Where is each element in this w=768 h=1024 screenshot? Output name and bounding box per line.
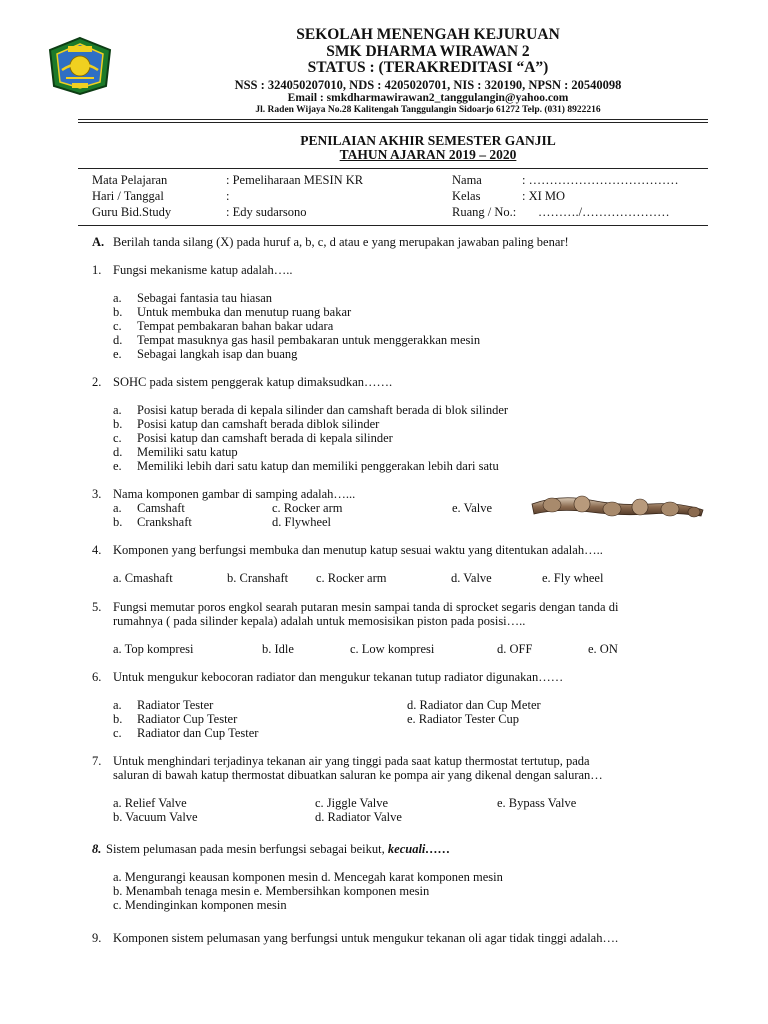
option-e[interactable]: e. Radiator Tester Cup	[407, 712, 520, 726]
option-b[interactable]: b. Idle	[262, 642, 294, 656]
question-text-main: Sistem pelumasan pada mesin berfungsi sebagai beikut,	[106, 842, 385, 856]
option-a[interactable]: Camshaft	[137, 501, 185, 515]
section-instruction: Berilah tanda silang (X) pada huruf a, b, c, d atau e yang merupakan jawaban paling benar!	[113, 235, 569, 249]
school-type: SEKOLAH MENENGAH KEJURUAN	[296, 26, 560, 43]
option-b[interactable]: b. Vacuum Valve	[113, 810, 198, 824]
school-email: Email : smkdharmawirawan2_tanggulangin@yahoo.com	[287, 92, 569, 104]
option-line-1[interactable]: a. Mengurangi keausan komponen mesin d. Mencegah karat komponen mesin	[113, 870, 503, 884]
question-text: Untuk mengukur kebocoran radiator dan mengukur tekanan tutup radiator digunakan……	[113, 670, 564, 684]
option-d[interactable]: d. Flywheel	[272, 515, 332, 529]
option-letter: a.	[113, 698, 122, 712]
option-letter: a.	[113, 291, 122, 305]
question-text: Fungsi mekanisme katup adalah…..	[113, 263, 293, 277]
question-number: 5.	[92, 600, 102, 614]
option-letter: d.	[113, 445, 123, 459]
info-bottom-rule	[78, 225, 708, 226]
option-c[interactable]: Tempat pembakaran bahan bakar udara	[137, 319, 334, 333]
option-d[interactable]: Tempat masuknya gas hasil pembakaran untuk menggerakkan mesin	[137, 333, 481, 347]
class-label: Kelas	[452, 189, 481, 203]
question-number: 1.	[92, 263, 102, 277]
day-label: Hari / Tanggal	[92, 189, 164, 203]
option-a[interactable]: a. Cmashaft	[113, 571, 173, 585]
question-text-cont: saluran di bawah katup thermostat dibuatkan saluran ke pompa air yang dikenal dengan saluran…	[113, 768, 603, 782]
question-number: 9.	[92, 931, 102, 945]
option-b[interactable]: Radiator Cup Tester	[137, 712, 238, 726]
section-letter: A.	[92, 235, 105, 249]
option-d[interactable]: d. Radiator dan Cup Meter	[407, 698, 541, 712]
question-number: 2.	[92, 375, 102, 389]
question-text-cont: rumahnya ( pada silinder kepala) adalah untuk memosisikan piston pada posisi…..	[113, 614, 526, 628]
class-value: : XI MO	[522, 189, 566, 203]
option-c[interactable]: c. Low kompresi	[350, 642, 435, 656]
option-c[interactable]: c. Rocker arm	[316, 571, 387, 585]
question-text: Fungsi memutar poros engkol searah putaran mesin sampai tanda di sprocket segaris dengan tanda di	[113, 600, 619, 614]
exam-title: PENILAIAN AKHIR SEMESTER GANJIL	[300, 133, 556, 148]
option-a[interactable]: Sebagai fantasia tau hiasan	[137, 291, 273, 305]
option-e[interactable]: Sebagai langkah isap dan buang	[137, 347, 298, 361]
option-letter: c.	[113, 431, 122, 445]
option-b[interactable]: b. Cranshaft	[227, 571, 289, 585]
option-c[interactable]: Posisi katup dan camshaft berada di kepala silinder	[137, 431, 393, 445]
info-top-rule	[78, 168, 708, 169]
question-text: Untuk menghindari terjadinya tekanan air yang tinggi pada saat katup thermostat tertutup, pada	[113, 754, 590, 768]
subject-value: : Pemeliharaan MESIN KR	[226, 173, 364, 187]
school-ids: NSS : 324050207010, NDS : 4205020701, NIS : 320190, NPSN : 20540098	[234, 78, 622, 92]
room-label: Ruang / No.:	[452, 205, 517, 219]
option-a[interactable]: Posisi katup berada di kepala silinder dan camshaft berada di blok silinder	[137, 403, 509, 417]
option-e[interactable]: Memiliki lebih dari satu katup dan memiliki penggerakan lebih dari satu	[137, 459, 499, 473]
option-d[interactable]: d. Radiator Valve	[315, 810, 402, 824]
option-letter: c.	[113, 726, 122, 740]
accreditation-status: STATUS : (TERAKREDITASI “A”)	[307, 59, 549, 76]
option-letter: e.	[113, 347, 122, 361]
option-letter: b.	[113, 305, 123, 319]
option-d[interactable]: d. OFF	[497, 642, 533, 656]
option-d[interactable]: d. Valve	[451, 571, 492, 585]
option-b[interactable]: Crankshaft	[137, 515, 192, 529]
option-letter: b.	[113, 417, 123, 431]
teacher-value: : Edy sudarsono	[226, 205, 307, 219]
question-text: Komponen sistem pelumasan yang berfungsi untuk mengukur tekanan oli agar tidak tinggi adalah….	[113, 931, 619, 945]
option-c[interactable]: Radiator dan Cup Tester	[137, 726, 259, 740]
question-emphasis: kecuali……	[387, 842, 451, 856]
exam-year-text: TAHUN AJARAN 2019 – 2020	[339, 147, 517, 162]
option-a[interactable]: a. Relief Valve	[113, 796, 187, 810]
option-letter: c.	[113, 319, 122, 333]
option-letter: a.	[113, 501, 122, 515]
option-a[interactable]: a. Top kompresi	[113, 642, 194, 656]
question-text: Nama komponen gambar di samping adalah…...	[113, 487, 356, 501]
day-value: :	[226, 189, 230, 203]
exam-year	[44, 147, 768, 163]
option-line-2[interactable]: b. Menambah tenaga mesin e. Membersihkan komponen mesin	[113, 884, 430, 898]
teacher-label: Guru Bid.Study	[92, 205, 172, 219]
option-d[interactable]: Memiliki satu katup	[137, 445, 238, 459]
name-label: Nama	[452, 173, 482, 187]
option-e[interactable]: e. Fly wheel	[542, 571, 604, 585]
option-e[interactable]: e. ON	[588, 642, 618, 656]
option-letter: a.	[113, 403, 122, 417]
question-number: 3.	[92, 487, 102, 501]
school-address: Jl. Raden Wijaya No.28 Kalitengah Tanggulangin Sidoarjo 61272 Telp. (031) 8922216	[255, 105, 601, 115]
option-a[interactable]: Radiator Tester	[137, 698, 214, 712]
option-c[interactable]: c. Jiggle Valve	[315, 796, 389, 810]
question-text	[106, 842, 450, 857]
question-text: SOHC pada sistem penggerak katup dimaksudkan…….	[113, 375, 393, 389]
question-number: 8.	[92, 842, 102, 856]
letterhead-rule-thin	[78, 122, 708, 123]
option-letter: e.	[113, 459, 122, 473]
option-b[interactable]: Posisi katup dan camshaft berada diblok silinder	[137, 417, 380, 431]
name-field[interactable]: : ………………………………	[522, 173, 679, 187]
option-e[interactable]: e. Bypass Valve	[497, 796, 577, 810]
option-letter: d.	[113, 333, 123, 347]
option-letter: b.	[113, 515, 123, 529]
option-e[interactable]: e. Valve	[452, 501, 493, 515]
subject-label: Mata Pelajaran	[92, 173, 168, 187]
school-name: SMK DHARMA WIRAWAN 2	[326, 43, 530, 60]
option-line-3[interactable]: c. Mendinginkan komponen mesin	[113, 898, 287, 912]
room-field[interactable]: ………./…………………	[538, 205, 670, 219]
question-number: 7.	[92, 754, 102, 768]
option-b[interactable]: Untuk membuka dan menutup ruang bakar	[137, 305, 352, 319]
question-number: 4.	[92, 543, 102, 557]
camshaft-image	[530, 490, 705, 526]
option-letter: b.	[113, 712, 123, 726]
question-text: Komponen yang berfungsi membuka dan menutup katup sesuai waktu yang ditentukan adalah…..	[113, 543, 603, 557]
letterhead-rule	[78, 119, 708, 120]
question-number: 6.	[92, 670, 102, 684]
option-c[interactable]: c. Rocker arm	[272, 501, 343, 515]
